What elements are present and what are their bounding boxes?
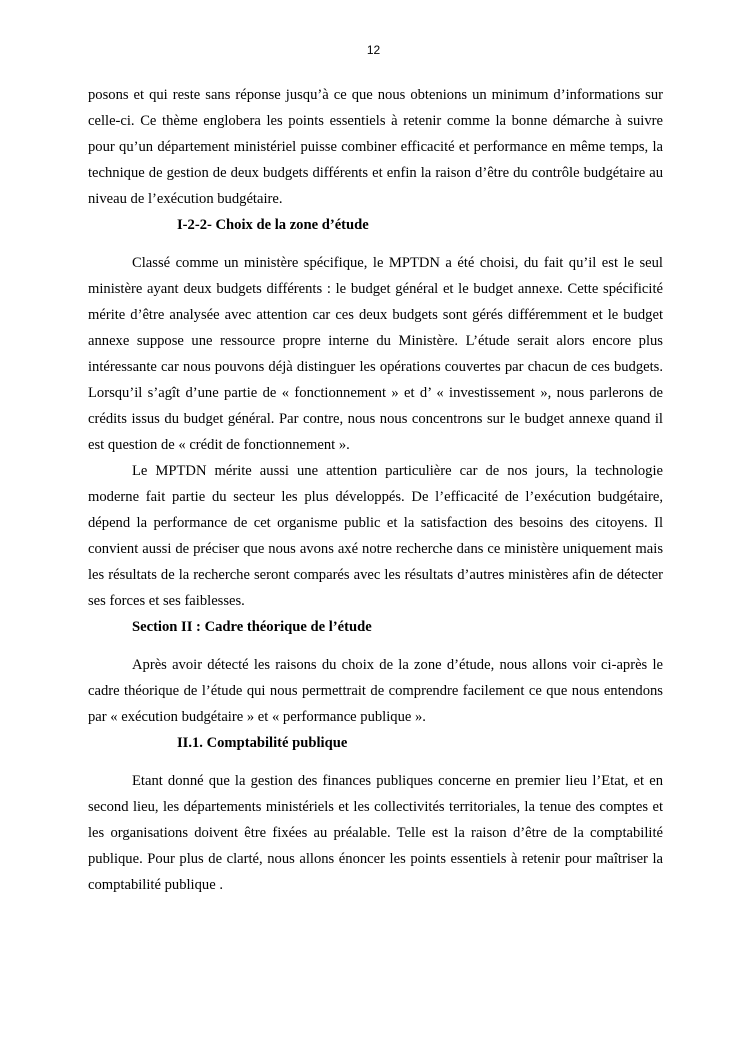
- heading-section-ii: Section II : Cadre théorique de l’étude: [132, 619, 372, 635]
- paragraph-mptdn-specificite: Classé comme un ministère spécifique, le MPTDN a été choisi, du fait qu’il est le seul ministère ayant deux budgets différents : le budget général et le budget annexe. Cette spécificité mérite d’être analysée avec attention car ces deux budgets sont gérés différemment et le budget annexe suppose une ressource propre interne du Ministère. L’étude serait alors encore plus intéressante car nous pouvons déjà distinguer les opérations couvertes par chacun de ces budgets. Lorsqu’il s’agît d’une partie de « fonctionnement » et d’ « investissement », nous parlerons de crédits issus du budget général. Par contre, nous nous concentrons sur le budget annexe quand il est question de « crédit de fonctionnement ».: [88, 255, 663, 453]
- heading-comptabilite-publique: II.1. Comptabilité publique: [177, 735, 348, 751]
- paragraph-comptabilite-publique: Etant donné que la gestion des finances publiques concerne en premier lieu l’Etat, et en second lieu, les départements ministériels et les collectivités territoriales, la tenue des comptes et les organisations doivent être fixées au préalable. Telle est la raison d’être de la comptabilité publique. Pour plus de clarté, nous allons énoncer les points essentiels à retenir pour maîtriser la comptabilité publique .: [88, 773, 663, 893]
- document-body: [88, 82, 663, 898]
- page-number: 12: [366, 43, 381, 57]
- paragraph-intro-continuation: posons et qui reste sans réponse jusqu’à ce que nous obtenions un minimum d’informations sur celle-ci. Ce thème englobera les points essentiels à retenir comme la bonne démarche à suivre pour qu’un département ministériel puisse combiner efficacité et performance en même temps, la technique de gestion de deux budgets différents et enfin la raison d’être du contrôle budgétaire au niveau de l’exécution budgétaire.: [88, 87, 663, 207]
- paragraph-mptdn-attention: Le MPTDN mérite aussi une attention particulière car de nos jours, la technologie moderne fait partie du secteur les plus développés. De l’efficacité de l’exécution budgétaire, dépend la performance de cet organisme public et la satisfaction des besoins des citoyens. Il convient aussi de préciser que nous avons axé notre recherche dans ce ministère uniquement mais les résultats de la recherche seront comparés avec les résultats d’autres ministères afin de détecter ses forces et ses faiblesses.: [88, 463, 663, 609]
- heading-choix-zone-etude: I-2-2- Choix de la zone d’étude: [177, 217, 369, 233]
- paragraph-cadre-theorique: Après avoir détecté les raisons du choix de la zone d’étude, nous allons voir ci-après le cadre théorique de l’étude qui nous permettrait de comprendre facilement ce que nous entendons par « exécution budgétaire » et « performance publique ».: [88, 657, 663, 725]
